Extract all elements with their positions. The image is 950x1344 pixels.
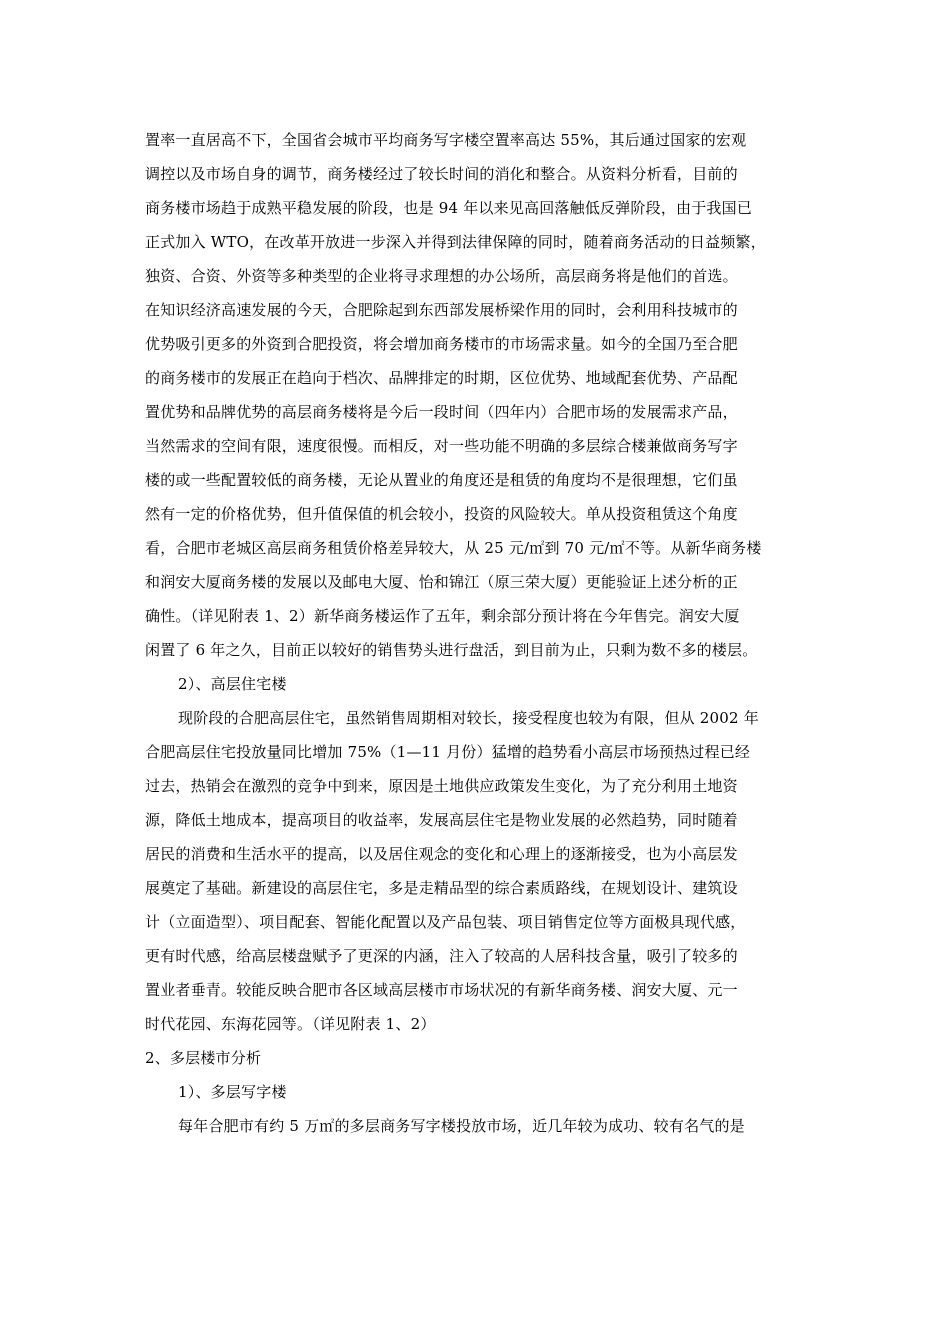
body-text-line: 置优势和品牌优势的高层商务楼将是今后一段时间（四年内）合肥市场的发展需求产品， bbox=[145, 403, 738, 421]
body-text-line: 闲置了 6 年之久，目前正以较好的销售势头进行盘活，到目前为止，只剩为数不多的楼层。 bbox=[145, 641, 758, 659]
body-text-line: 现阶段的合肥高层住宅，虽然销售周期相对较长，接受程度也较为有限，但从 2002 年 bbox=[178, 709, 759, 727]
section-heading: 2、多层楼市分析 bbox=[145, 1049, 262, 1067]
body-text-line: 当然需求的空间有限，速度很慢。而相反，对一些功能不明确的多层综合楼兼做商务写字 bbox=[145, 437, 738, 455]
body-text-line: 展奠定了基础。新建设的高层住宅，多是走精品型的综合素质路线，在规划设计、建筑设 bbox=[145, 879, 738, 897]
body-text-line: 更有时代感，给高层楼盘赋予了更深的内涵，注入了较高的人居科技含量，吸引了较多的 bbox=[145, 947, 738, 965]
body-text-line: 调控以及市场自身的调节，商务楼经过了较长时间的消化和整合。从资料分析看，目前的 bbox=[145, 165, 738, 183]
body-text-line: 置率一直居高不下，全国省会城市平均商务写字楼空置率高达 55%，其后通过国家的宏观 bbox=[145, 131, 747, 149]
body-text-line: 的商务楼市的发展正在趋向于档次、品牌排定的时期，区位优势、地域配套优势、产品配 bbox=[145, 369, 738, 387]
subsection-heading: 1）、多层写字楼 bbox=[178, 1083, 287, 1101]
body-text-line: 和润安大厦商务楼的发展以及邮电大厦、怡和锦江（原三荣大厦）更能验证上述分析的正 bbox=[145, 573, 738, 591]
body-text-line: 然有一定的价格优势，但升值保值的机会较小，投资的风险较大。单从投资租赁这个角度 bbox=[145, 505, 738, 523]
body-text-line: 确性。（详见附表 1、2）新华商务楼运作了五年，剩余部分预计将在今年售完。润安大厦 bbox=[145, 607, 740, 625]
body-text-line: 合肥高层住宅投放量同比增加 75%（1—11 月份）猛增的趋势看小高层市场预热过程已经 bbox=[145, 743, 751, 761]
body-text-line: 正式加入 WTO，在改革开放进一步深入并得到法律保障的同时，随着商务活动的日益频繁， bbox=[145, 233, 766, 251]
body-text-line: 每年合肥市有约 5 万㎡的多层商务写字楼投放市场，近几年较为成功、较有名气的是 bbox=[178, 1117, 745, 1135]
body-text-line: 置业者垂青。较能反映合肥市各区域高层楼市市场状况的有新华商务楼、润安大厦、元一 bbox=[145, 981, 738, 999]
body-text-line: 独资、合资、外资等多种类型的企业将寻求理想的办公场所，高层商务将是他们的首选。 bbox=[145, 267, 738, 285]
body-text-line: 优势吸引更多的外资到合肥投资，将会增加商务楼市的市场需求量。如今的全国乃至合肥 bbox=[145, 335, 738, 353]
body-text-line: 时代花园、东海花园等。（详见附表 1、2） bbox=[145, 1015, 436, 1033]
body-text-line: 在知识经济高速发展的今天，合肥除起到东西部发展桥梁作用的同时，会利用科技城市的 bbox=[145, 301, 738, 319]
body-text-line: 过去，热销会在激烈的竞争中到来，原因是土地供应政策发生变化，为了充分利用土地资 bbox=[145, 777, 738, 795]
body-text-line: 计（立面造型）、项目配套、智能化配置以及产品包装、项目销售定位等方面极具现代感， bbox=[145, 913, 746, 931]
body-text-line: 看，合肥市老城区高层商务租赁价格差异较大，从 25 元/㎡到 70 元/㎡不等。从新华商务楼 bbox=[145, 539, 762, 557]
body-text-line: 源，降低土地成本，提高项目的收益率，发展高层住宅是物业发展的必然趋势，同时随着 bbox=[145, 811, 738, 829]
body-text-line: 商务楼市场趋于成熟平稳发展的阶段，也是 94 年以来见高回落触低反弹阶段，由于我国已 bbox=[145, 199, 753, 217]
subsection-heading: 2）、高层住宅楼 bbox=[178, 675, 287, 693]
body-text-line: 居民的消费和生活水平的提高，以及居住观念的变化和心理上的逐渐接受，也为小高层发 bbox=[145, 845, 738, 863]
body-text-line: 楼的或一些配置较低的商务楼，无论从置业的角度还是租赁的角度均不是很理想，它们虽 bbox=[145, 471, 738, 489]
